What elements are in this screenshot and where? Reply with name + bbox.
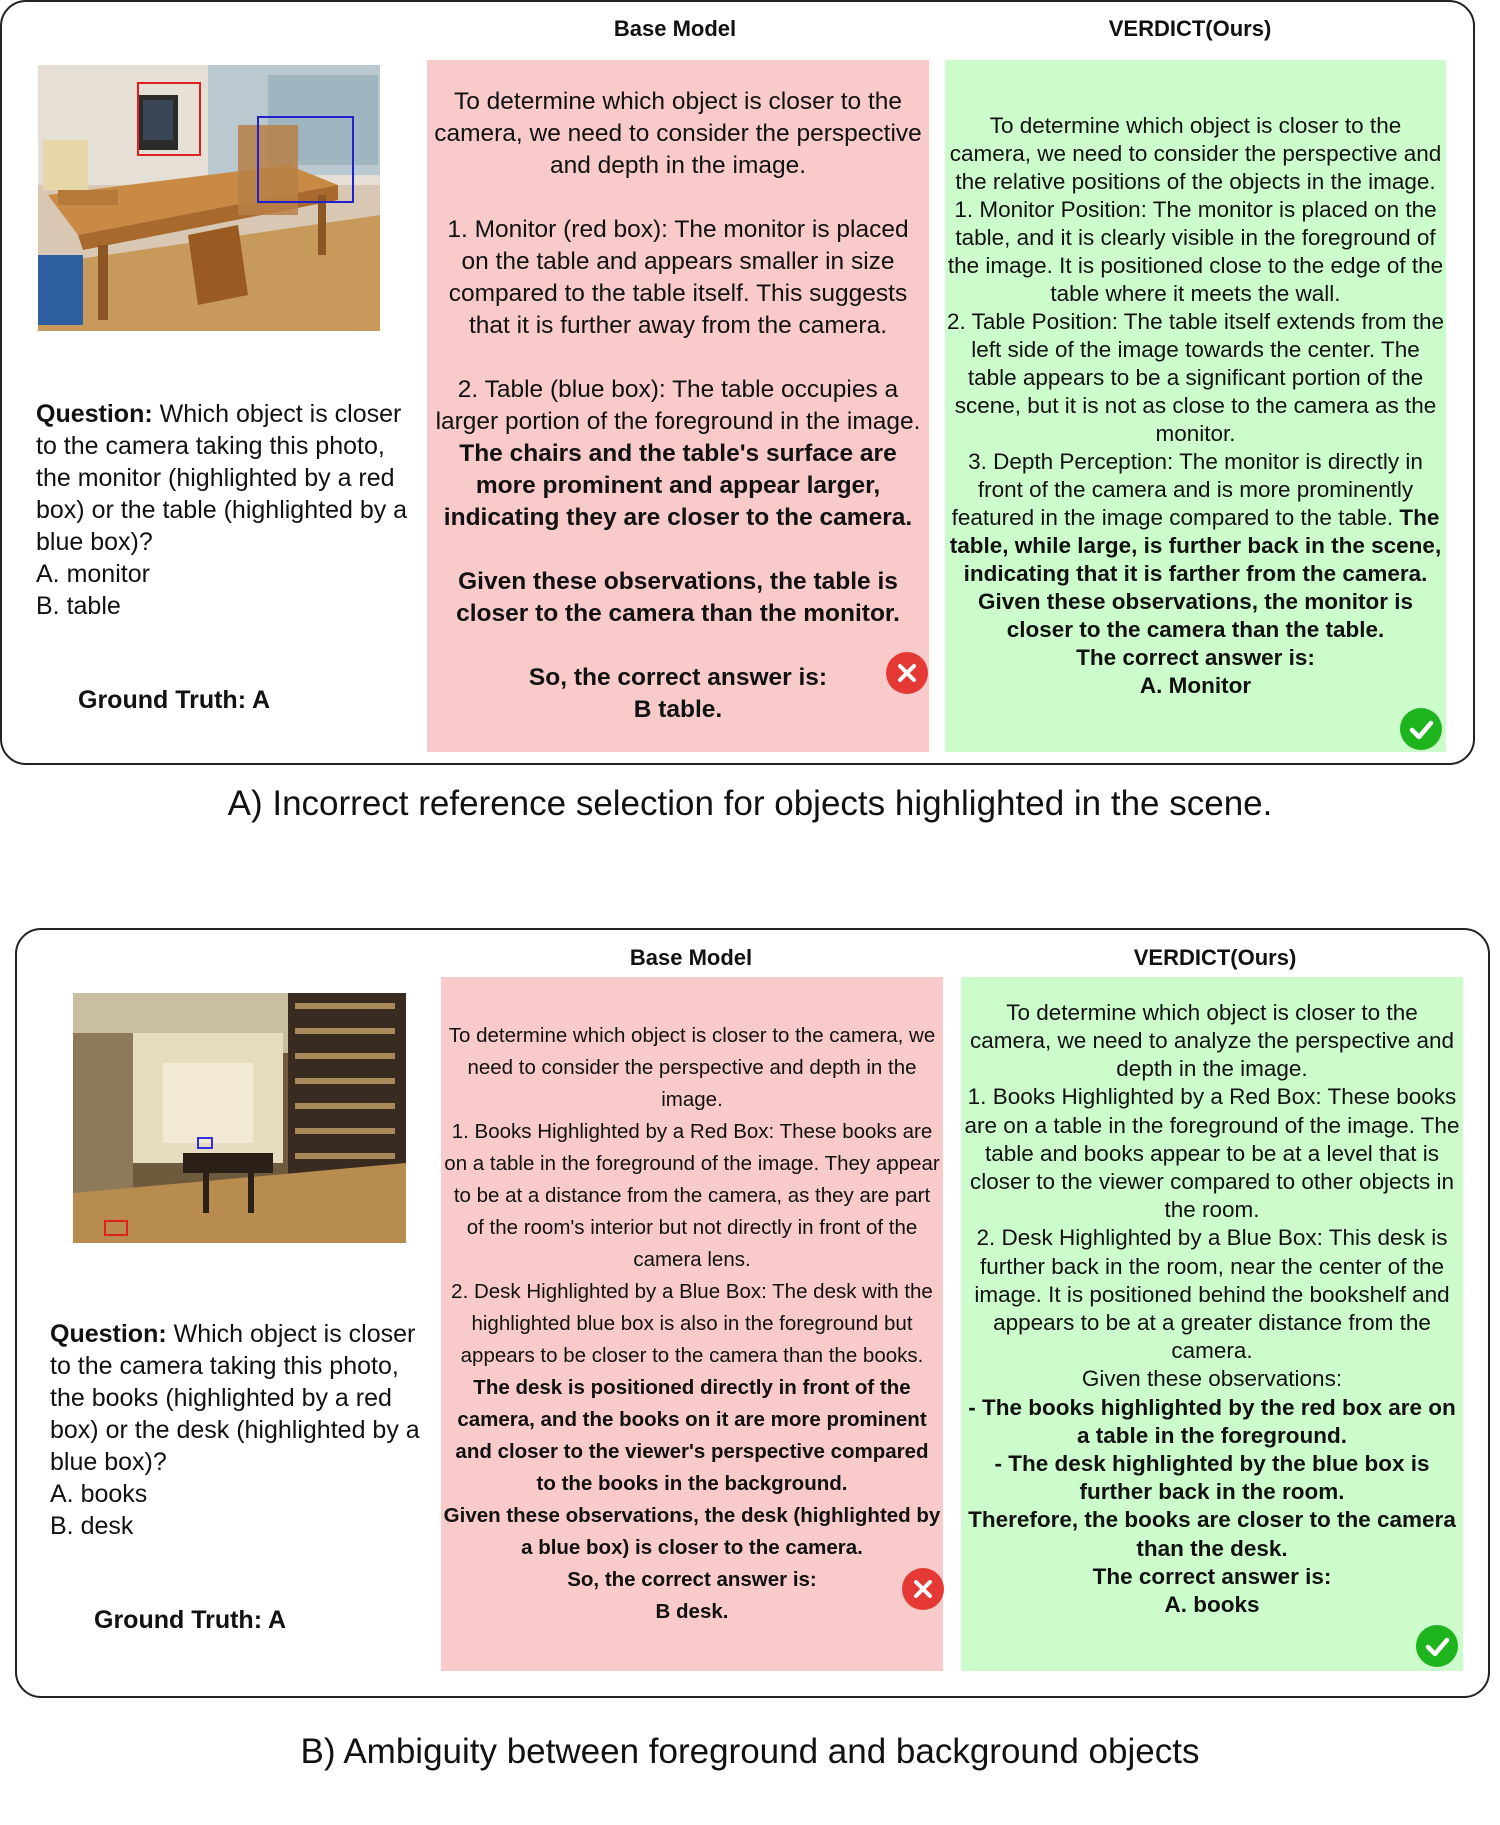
panel-b-question-label: Question: — [50, 1320, 167, 1348]
panel-a-base-header: Base Model — [613, 16, 737, 41]
panel-b-option-b: B. desk — [50, 1512, 134, 1540]
panel-a-base-intro: To determine which object is closer to the camera, we need to consider the perspective and depth in the image. — [434, 88, 922, 179]
panel-a-base-table-normal: 2. Table (blue box): The table occupies a larger portion of the foreground in the image. — [435, 376, 921, 435]
panel-b-verdict-header: VERDICT(Ours) — [1133, 945, 1297, 970]
panel-b-base-bold: The desk is positioned directly in front of the camera, and the books on it are more prominent and closer to the viewer's perspective compared to the books in the background. Given these observations, the desk (highlighted by a blue box) is closer to the camera. So, the correct answer is: B desk. — [443, 1376, 941, 1623]
panel-b-verdict-normal: To determine which object is closer to the camera, we need to analyze the perspective and depth in the image. 1. Books Highlighted by a Red Box: These books are on a table in the foreground of the image. The table and books appear to be at a level that is closer to the viewer compared to other objects in the room. 2. Desk Highlighted by a Blue Box: This desk is further back in the room, near the center of the image. It is positioned behind the bookshelf and appears to be at a greater distance from the camera. Given these observations: — [964, 999, 1460, 1392]
panel-a-base-monitor: 1. Monitor (red box): The monitor is placed on the table and appears smaller in size compared to the table itself. This suggests that it is further away from the camera. — [447, 216, 909, 339]
panel-a-question-text: Which object is closer to the camera taking this photo, the monitor (highlighted by a red box) or the table (highlighted by a blue box)? — [36, 400, 408, 556]
panel-b-caption: B) Ambiguity between foreground and background objects — [300, 1732, 1200, 1771]
panel-a-ground-truth: Ground Truth: A — [78, 686, 271, 714]
panel-b-ground-truth: Ground Truth: A — [94, 1606, 287, 1634]
panel-b-verdict-answer — [961, 977, 1463, 1671]
panel-b-base-answer — [441, 977, 943, 1671]
panel-a-base-table — [433, 374, 923, 534]
panel-a-option-a: A. monitor — [36, 560, 150, 588]
panel-b-base-normal: To determine which object is closer to the camera, we need to consider the perspective and depth in the image. 1. Books Highlighted by a Red Box: These books are on a table in the foreground of the image. They appear to be at a distance from the camera, as they are part of the room's interior but not directly in front of the camera lens. 2. Desk Highlighted by a Blue Box: The desk with the highlighted blue box is also in the foreground but appears to be closer to the camera than the books. — [444, 1024, 940, 1367]
panel-a-base-answer — [427, 60, 929, 752]
panel-a-verdict-bold: The table, while large, is further back in the scene, indicating that it is farther from the camera. Given these observations, the monitor is closer to the camera than the table. The correct answer is: A. Monitor — [949, 505, 1442, 698]
panel-a-base-table-bold: The chairs and the table's surface are more prominent and appear larger, indicating they are closer to the camera. — [443, 440, 913, 531]
panel-a-verdict-normal: To determine which object is closer to the camera, we need to consider the perspective and the relative positions of the objects in the image. 1. Monitor Position: The monitor is placed on the table, and it is clearly visible in the foreground of the image. It is positioned close to the edge of the table where it meets the wall. 2. Table Position: The table itself extends from the left side of the image towards the center. The table appears to be a significant portion of the scene, but it is not as close to the camera as the monitor. 3. Depth Perception: The monitor is directly in front of the camera and is more prominently featured in the image compared to the table. — [947, 113, 1444, 530]
panel-a-verdict-answer — [945, 60, 1446, 752]
panel-b-option-a: A. books — [50, 1480, 148, 1508]
panel-b-verdict-bold: - The books highlighted by the red box are on a table in the foreground. - The desk highlighted by the blue box is further back in the room. Therefore, the books are closer to the camera than the desk. The correct answer is: A. books — [968, 1394, 1456, 1618]
panel-a-base-conclusion: Given these observations, the table is closer to the camera than the monitor. — [456, 568, 900, 627]
panel-b-scene-photo — [73, 993, 406, 1243]
panel-a-caption: A) Incorrect reference selection for objects highlighted in the scene. — [227, 784, 1273, 823]
check-icon — [1416, 1625, 1458, 1667]
panel-b-question — [50, 1318, 435, 1542]
panel-a-verdict-text — [947, 112, 1444, 700]
check-icon — [1400, 708, 1442, 750]
panel-a-base-answer-text: So, the correct answer is: B table. — [528, 664, 828, 723]
panel-b-question-text: Which object is closer to the camera taking this photo, the books (highlighted by a red box) or the desk (highlighted by a blue box)? — [50, 1320, 420, 1476]
panel-a-question — [36, 398, 411, 622]
close-icon — [902, 1568, 944, 1610]
panel-a-question-label: Question: — [36, 400, 153, 428]
panel-a-verdict-header: VERDICT(Ours) — [1108, 16, 1272, 41]
panel-a-option-b: B. table — [36, 592, 121, 620]
panel-b-verdict-text — [963, 999, 1461, 1619]
panel-b-base-text — [443, 1020, 941, 1628]
panel-b-base-header: Base Model — [629, 945, 753, 970]
panel-a-scene-photo — [38, 65, 380, 331]
close-icon — [886, 652, 928, 694]
